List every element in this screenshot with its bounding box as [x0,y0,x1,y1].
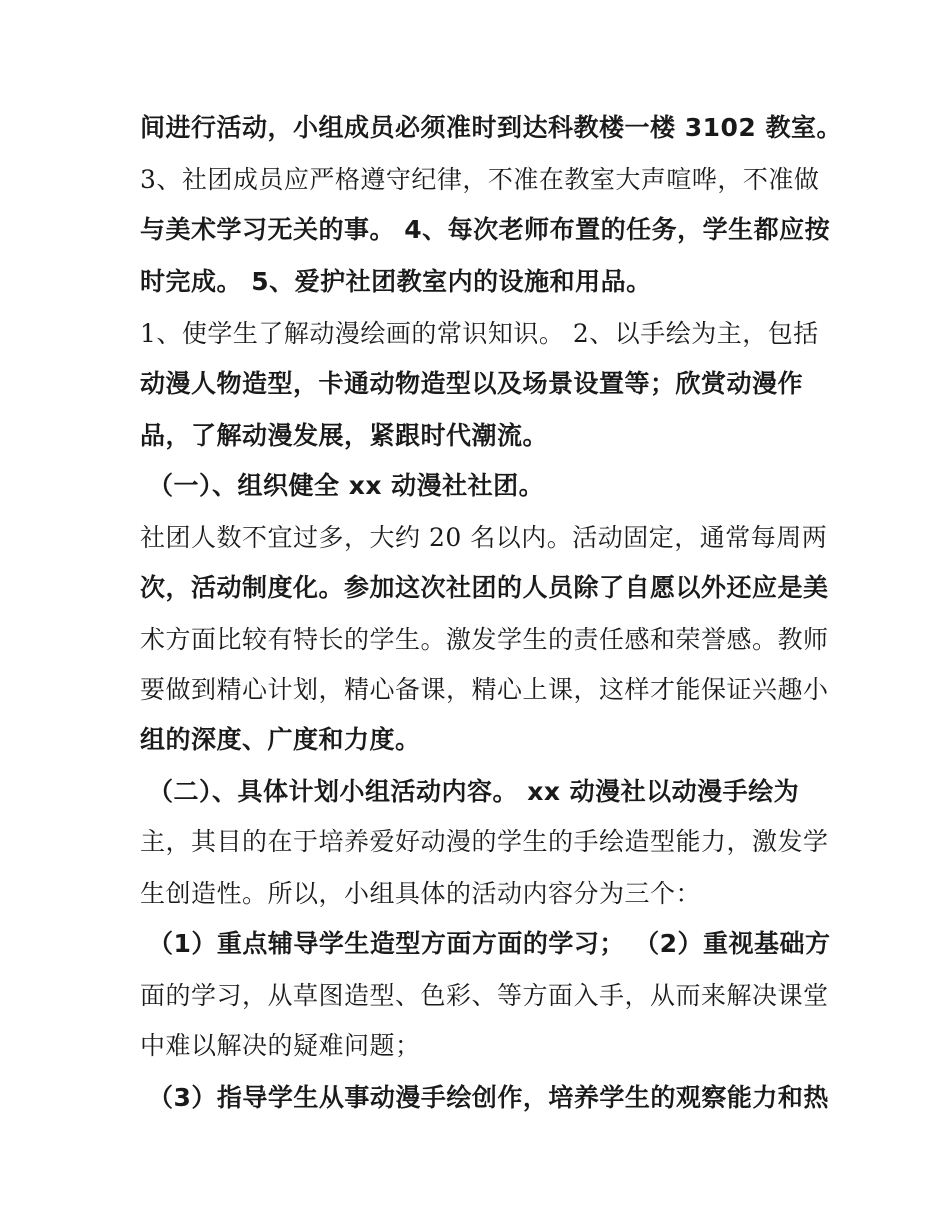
section-heading: （二）、具体计划小组活动内容。 xx 动漫社以动漫手绘为 [148,777,800,806]
text-line: 时完成。 5、爱护社团教室内的设施和用品。 [140,267,652,296]
text-line: 要做到精心计划，精心备课，精心上课，这样才能保证兴趣小 [140,675,829,704]
text-line: 次，活动制度化。参加这次社团的人员除了自愿以外还应是美 [140,573,829,602]
text-line: 3、社团成员应严格遵守纪律，不准在教室大声喧哗，不准做 [140,165,820,194]
text-line: （3）指导学生从事动漫手绘创作，培养学生的观察能力和热 [148,1083,829,1112]
text-line: 主，其目的在于培养爱好动漫的学生的手绘造型能力，激发学 [140,827,829,856]
section-heading: （一）、组织健全 xx 动漫社社团。 [148,471,545,500]
text-line: 品，了解动漫发展，紧跟时代潮流。 [140,421,549,450]
text-line: 与美术学习无关的事。 4、每次老师布置的任务，学生都应按 [140,215,831,244]
text-line: 动漫人物造型，卡通动物造型以及场景设置等；欣赏动漫作 [140,369,804,398]
text-line: 生创造性。所以，小组具体的活动内容分为三个： [140,879,702,908]
text-line: 间进行活动，小组成员必须准时到达科教楼一楼 3102 教室。 [140,113,842,142]
text-line: 组的深度、广度和力度。 [140,725,421,754]
text-line: 面的学习，从草图造型、色彩、等方面入手，从而来解决课堂 [140,981,829,1010]
text-line: 社团人数不宜过多，大约 20 名以内。活动固定，通常每周两 [140,523,828,552]
text-line: 1、使学生了解动漫绘画的常识知识。 2、以手绘为主，包括 [140,319,819,348]
text-line: 术方面比较有特长的学生。激发学生的责任感和荣誉感。教师 [140,625,829,654]
text-line: （1）重点辅导学生造型方面方面的学习； （2）重视基础方 [148,929,831,958]
text-line: 中难以解决的疑难问题； [140,1031,421,1060]
